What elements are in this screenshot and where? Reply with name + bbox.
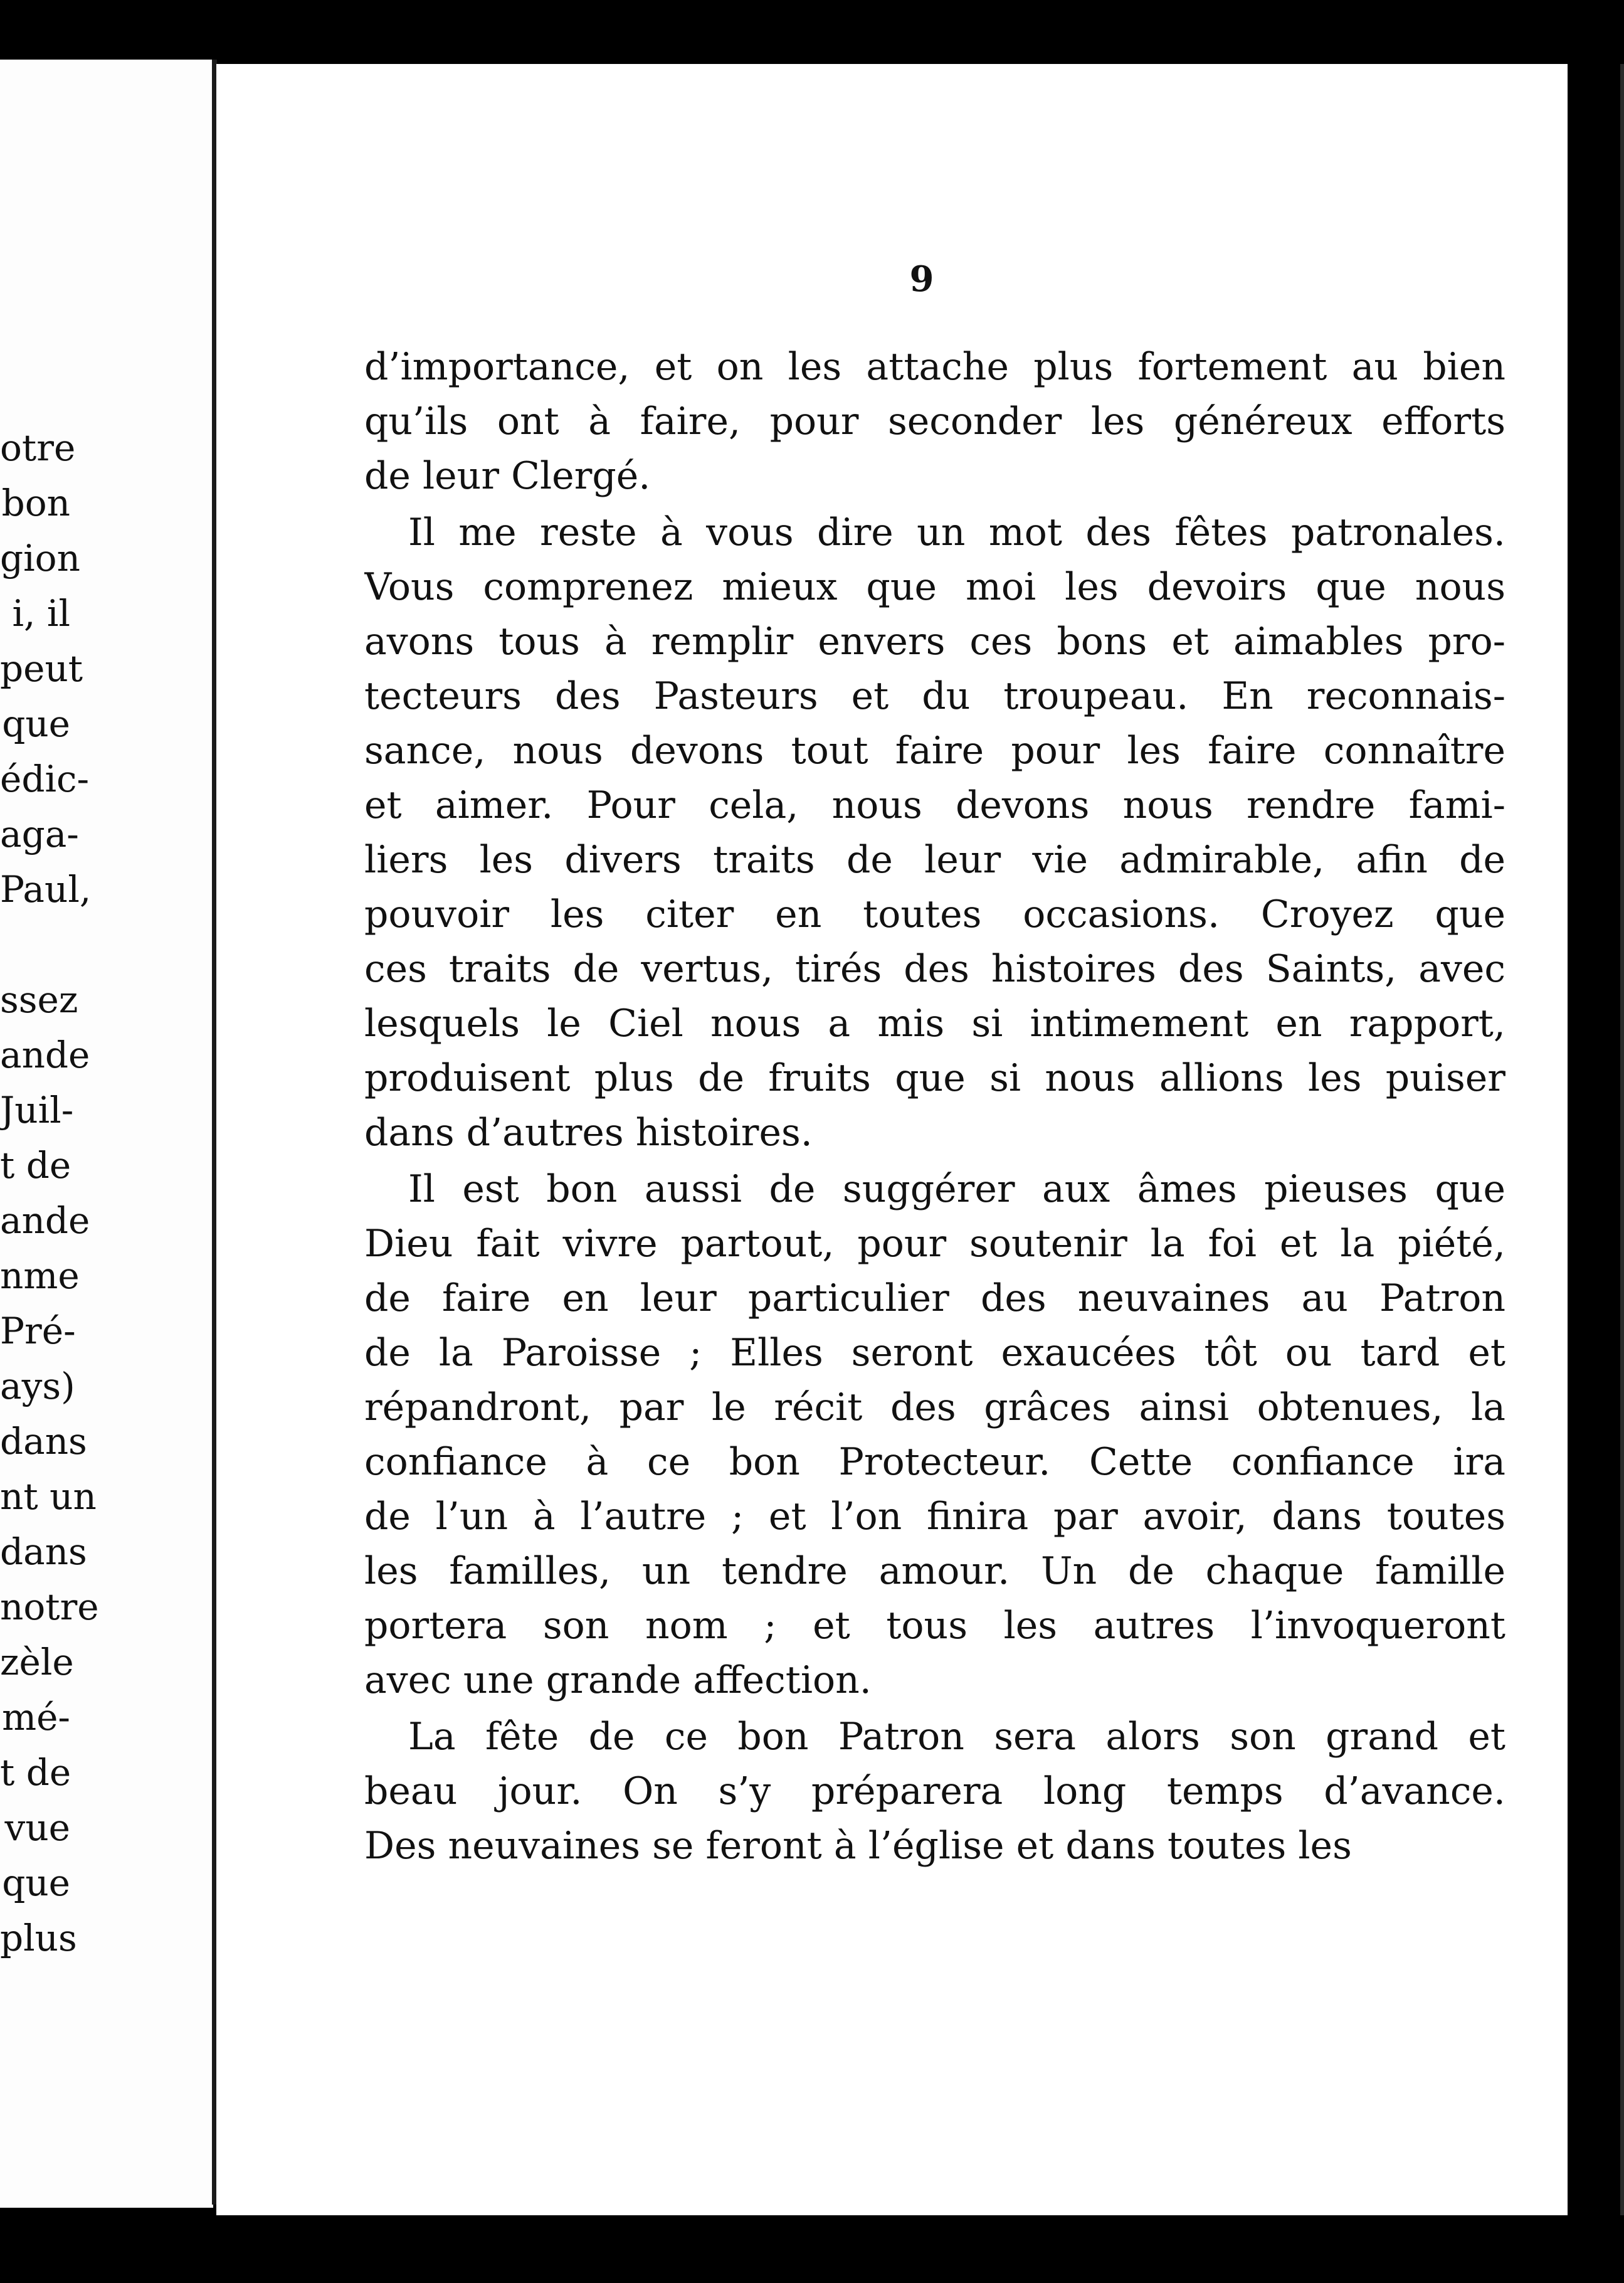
previous-page-line: bon xyxy=(1,482,70,524)
text-line: de leur Clergé. xyxy=(364,454,651,498)
text-line: confiance à ce bon Protecteur. Cette confiance ira xyxy=(364,1440,1505,1484)
previous-page-line xyxy=(0,917,70,972)
text-line: Vous comprenez mieux que moi les devoirs que nous xyxy=(364,565,1505,609)
previous-page-line: que xyxy=(2,1862,70,1904)
previous-page-line: vue xyxy=(4,1806,70,1849)
previous-page-line: édic- xyxy=(0,758,90,800)
previous-page-line: Pré- xyxy=(0,1310,76,1352)
text-line: portera son nom ; et tous les autres l’invoqueront xyxy=(364,1604,1505,1648)
text-line: les familles, un tendre amour. Un de chaque famille xyxy=(364,1549,1505,1593)
previous-page-line: t de xyxy=(0,1751,71,1794)
previous-page-line: ande xyxy=(0,1034,90,1076)
text-line: produisent plus de fruits que si nous allions les puiser xyxy=(364,1056,1505,1100)
text-line: de faire en leur particulier des neuvaines au Patron xyxy=(364,1276,1505,1320)
text-line: liers les divers traits de leur vie admirable, afin de xyxy=(364,838,1505,882)
text-line: Dieu fait vivre partout, pour soutenir la foi et la piété, xyxy=(364,1222,1505,1266)
page-body xyxy=(364,340,1505,1875)
text-line: Il me reste à vous dire un mot des fêtes patronales. xyxy=(408,511,1505,554)
text-line: Il est bon aussi de suggérer aux âmes pieuses que xyxy=(408,1167,1505,1211)
text-line: d’importance, et on les attache plus fortement au bien xyxy=(364,345,1505,389)
previous-page-line: i, il xyxy=(12,592,70,635)
page-number: 9 xyxy=(909,258,934,300)
text-line: La fête de ce bon Patron sera alors son grand et xyxy=(408,1715,1505,1759)
previous-page-line: ays) xyxy=(0,1365,75,1407)
previous-page-line: plus xyxy=(0,1917,77,1959)
text-line: avec une grande affection. xyxy=(364,1658,872,1702)
text-line: lesquels le Ciel nous a mis si intimement en rapport, xyxy=(364,1002,1505,1046)
previous-page-line: que xyxy=(2,702,70,745)
previous-page-text-column xyxy=(0,420,99,1966)
paragraph xyxy=(364,1162,1505,1708)
previous-page-line: notre xyxy=(0,1586,99,1628)
previous-page-line: peut xyxy=(0,647,83,690)
paragraph xyxy=(364,340,1505,504)
text-line: tecteurs des Pasteurs et du troupeau. En reconnais- xyxy=(364,674,1505,718)
text-line: dans d’autres histoires. xyxy=(364,1111,813,1155)
previous-page-line: ssez xyxy=(0,978,78,1021)
text-line: ces traits de vertus, tirés des histoires des Saints, avec xyxy=(364,947,1505,991)
page-edge xyxy=(1620,64,1624,2215)
previous-page-line: nt un xyxy=(0,1475,97,1518)
previous-page-line: nme xyxy=(0,1254,80,1297)
previous-page-line: mé- xyxy=(2,1696,70,1739)
text-line: pouvoir les citer en toutes occasions. Croyez que xyxy=(364,893,1505,936)
text-line: de l’un à l’autre ; et l’on finira par avoir, dans toutes xyxy=(364,1495,1505,1539)
paragraph xyxy=(364,1710,1505,1873)
previous-page-line: t de xyxy=(0,1144,71,1187)
previous-page-line: dans xyxy=(0,1530,87,1573)
previous-page-line: zèle xyxy=(0,1641,74,1683)
previous-page-line: dans xyxy=(0,1420,87,1463)
paragraph xyxy=(364,506,1505,1160)
previous-page-line: Juil- xyxy=(0,1089,74,1131)
text-line: et aimer. Pour cela, nous devons nous rendre fami- xyxy=(364,783,1505,827)
text-line: répandront, par le récit des grâces ainsi obtenues, la xyxy=(364,1385,1505,1429)
text-line: sance, nous devons tout faire pour les faire connaître xyxy=(364,729,1505,773)
previous-page-line: gion xyxy=(0,537,80,580)
text-line: beau jour. On s’y préparera long temps d’avance. xyxy=(364,1769,1505,1813)
text-line: avons tous à remplir envers ces bons et aimables pro- xyxy=(364,620,1505,664)
previous-page-line: aga- xyxy=(0,813,79,855)
previous-page-line: otre xyxy=(0,426,76,469)
text-line: de la Paroisse ; Elles seront exaucées tôt ou tard et xyxy=(364,1331,1505,1375)
book-page xyxy=(216,64,1568,2215)
previous-page-fragment xyxy=(0,60,213,2208)
previous-page-line: Paul, xyxy=(0,868,92,911)
text-line: Des neuvaines se feront à l’église et dans toutes les xyxy=(364,1824,1352,1868)
previous-page-line: ande xyxy=(0,1199,90,1242)
text-line: qu’ils ont à faire, pour seconder les généreux efforts xyxy=(364,400,1505,443)
